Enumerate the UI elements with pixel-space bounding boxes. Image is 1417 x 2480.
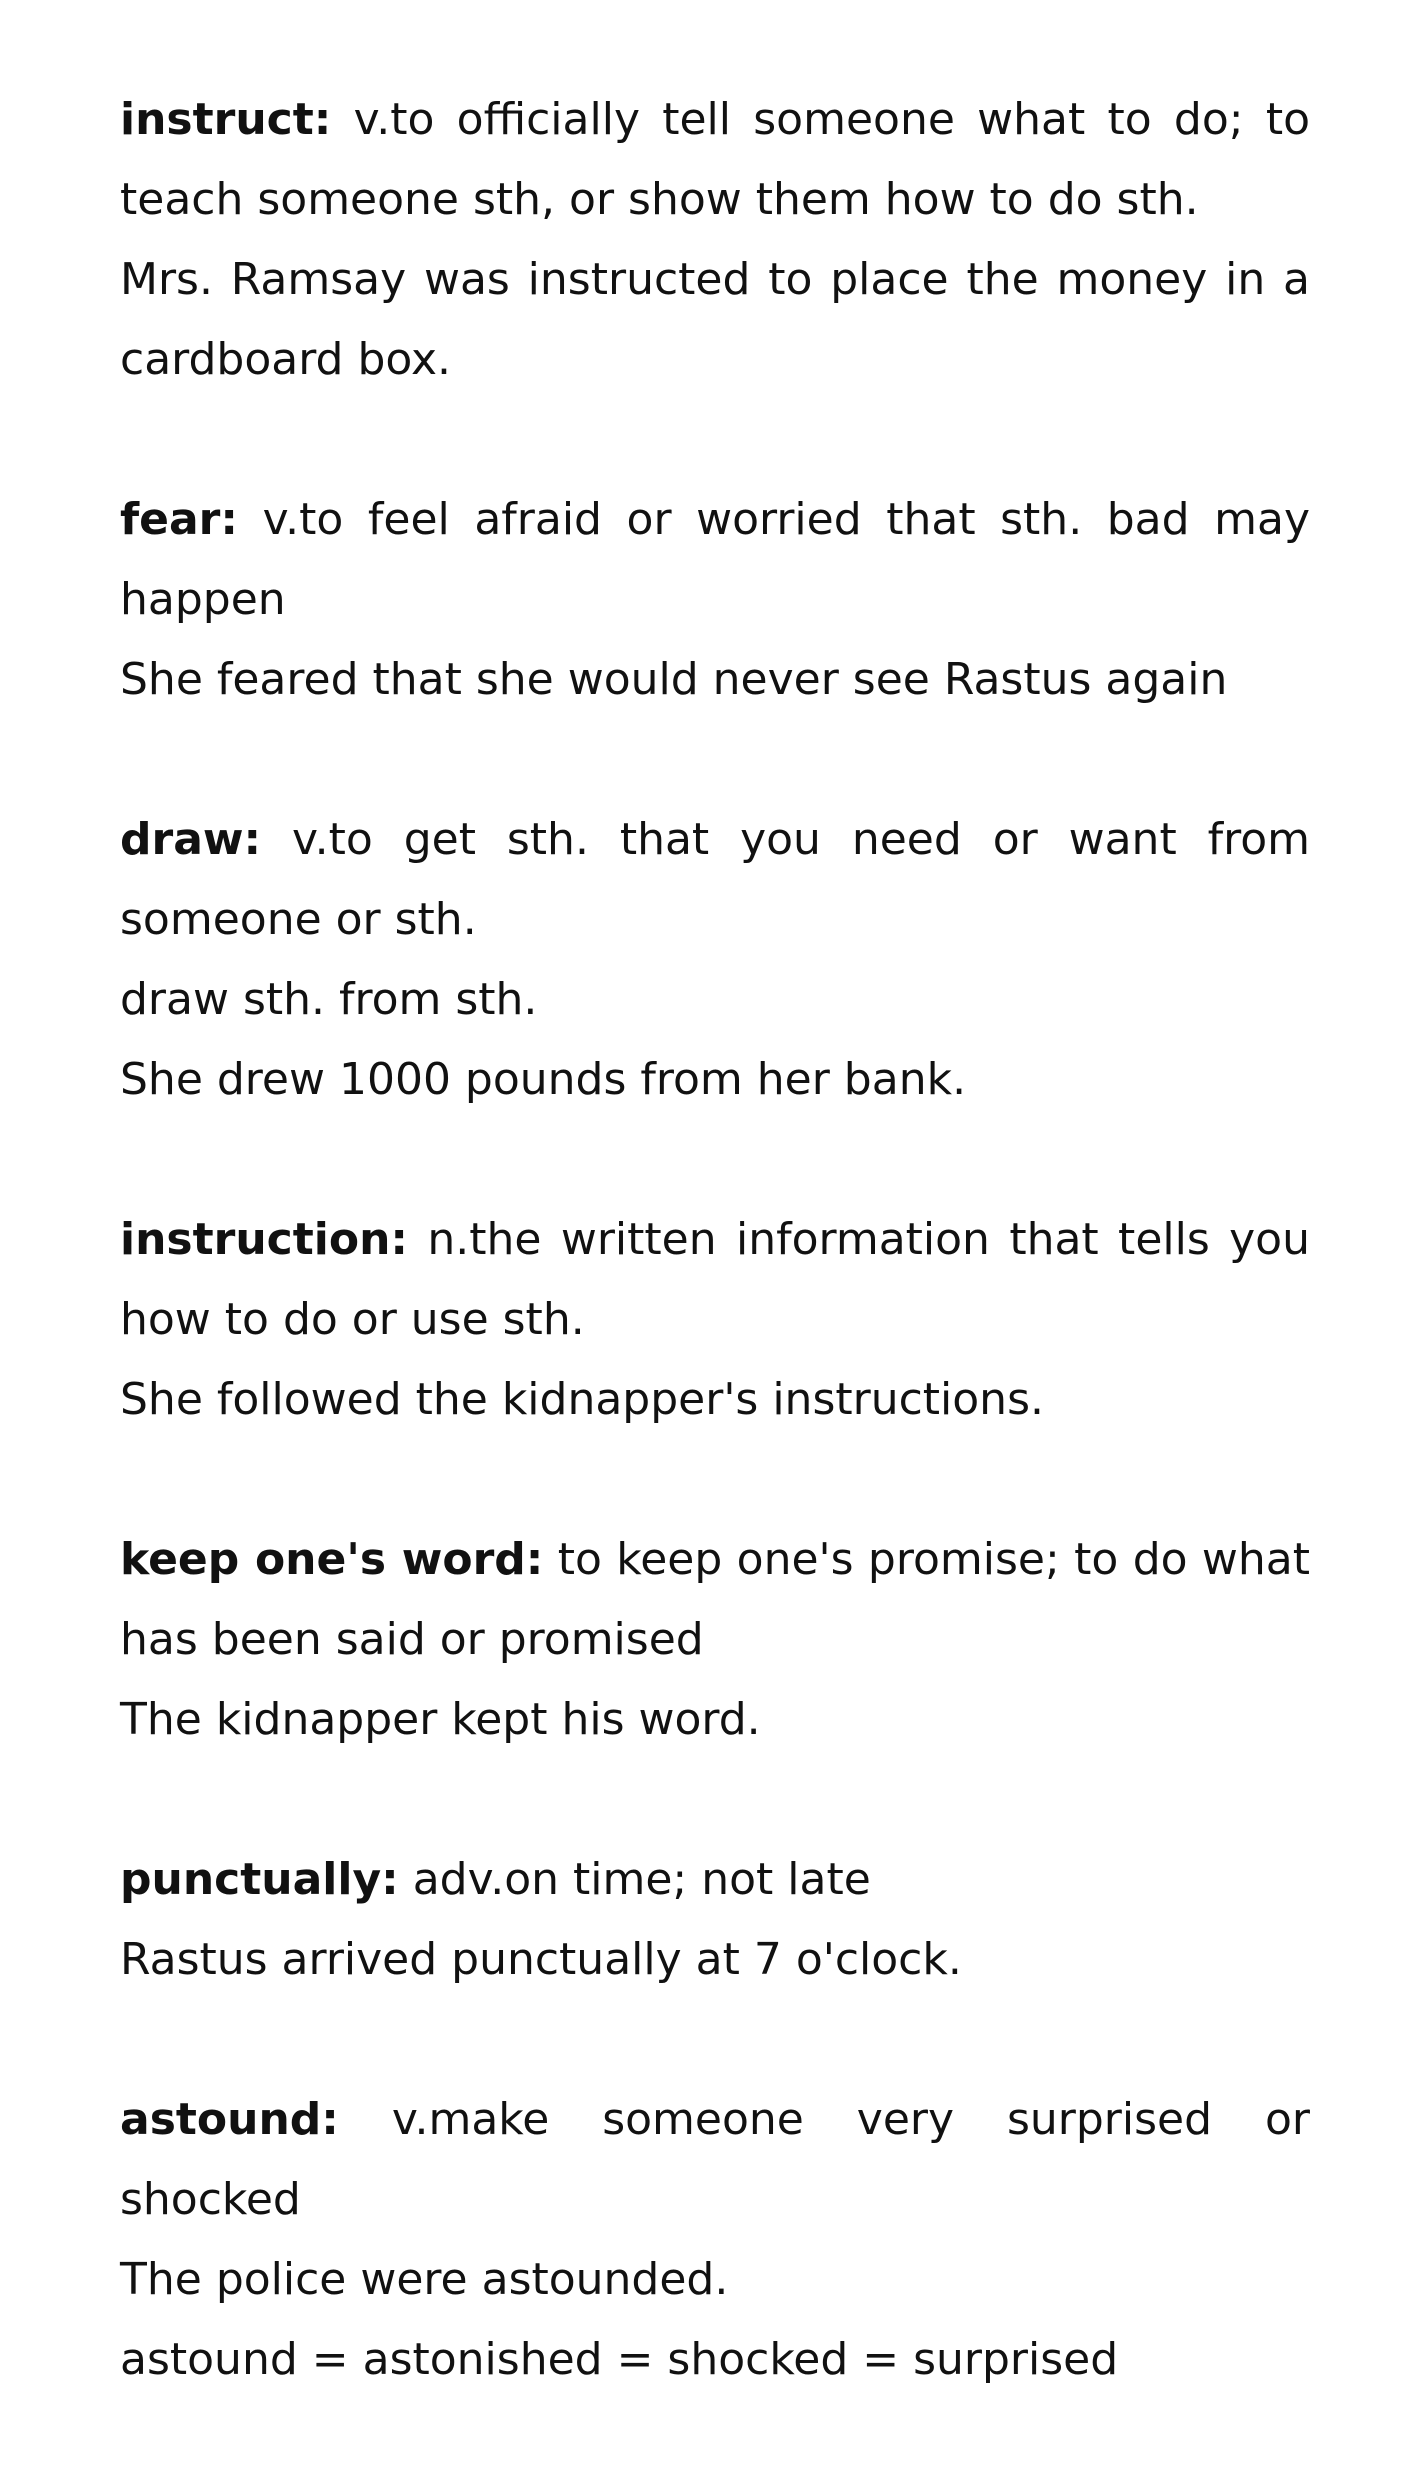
definition-line	[120, 1520, 1310, 1680]
definition-line	[120, 80, 1310, 240]
vocab-entry-astound	[120, 2080, 1310, 2400]
synonym-line: astound = astonished = shocked = surprised	[120, 2334, 1119, 2385]
term: instruction:	[120, 1214, 408, 1265]
vocabulary-page	[120, 80, 1310, 2480]
example-sentence: She drew 1000 pounds from her bank.	[120, 1054, 967, 1105]
definition-text: to keep one's promise; to do what has been said or promised	[120, 1534, 1310, 1665]
example-sentence: Rastus arrived punctually at 7 o'clock.	[120, 1934, 962, 1985]
vocab-entry-keep-ones-word	[120, 1520, 1310, 1760]
vocab-entry-instruct	[120, 80, 1310, 400]
term: keep one's word:	[120, 1534, 544, 1585]
example-sentence: She feared that she would never see Rastus again	[120, 654, 1228, 705]
example-sentence: The police were astounded.	[120, 2254, 729, 2305]
definition-line	[120, 1840, 1310, 1920]
vocab-entry-fear	[120, 480, 1310, 720]
definition-text: adv.on time; not late	[412, 1854, 871, 1905]
term: draw:	[120, 814, 262, 865]
term: astound:	[120, 2094, 339, 2145]
example-sentence: The kidnapper kept his word.	[120, 1694, 761, 1745]
term: punctually:	[120, 1854, 399, 1905]
vocab-entry-instruction	[120, 1200, 1310, 1440]
vocab-entry-draw	[120, 800, 1310, 1120]
term: instruct:	[120, 94, 332, 145]
definition-text: n.the written information that tells you how to do or use sth.	[120, 1214, 1310, 1345]
vocab-entry-punctually	[120, 1840, 1310, 2000]
definition-line	[120, 800, 1310, 960]
definition-line	[120, 2080, 1310, 2240]
definition-text: v.make someone very surprised or shocked	[120, 2094, 1310, 2225]
example-sentence: Mrs. Ramsay was instructed to place the money in a cardboard box.	[120, 254, 1310, 385]
definition-text: v.to officially tell someone what to do; to teach someone sth, or show them how to do sth.	[120, 94, 1310, 225]
term: fear:	[120, 494, 238, 545]
definition-text: v.to get sth. that you need or want from someone or sth.	[120, 814, 1310, 945]
definition-line	[120, 1200, 1310, 1360]
definition-line	[120, 480, 1310, 640]
definition-text: v.to feel afraid or worried that sth. bad may happen	[120, 494, 1310, 625]
example-sentence: She followed the kidnapper's instructions.	[120, 1374, 1044, 1425]
usage-pattern: draw sth. from sth.	[120, 974, 538, 1025]
